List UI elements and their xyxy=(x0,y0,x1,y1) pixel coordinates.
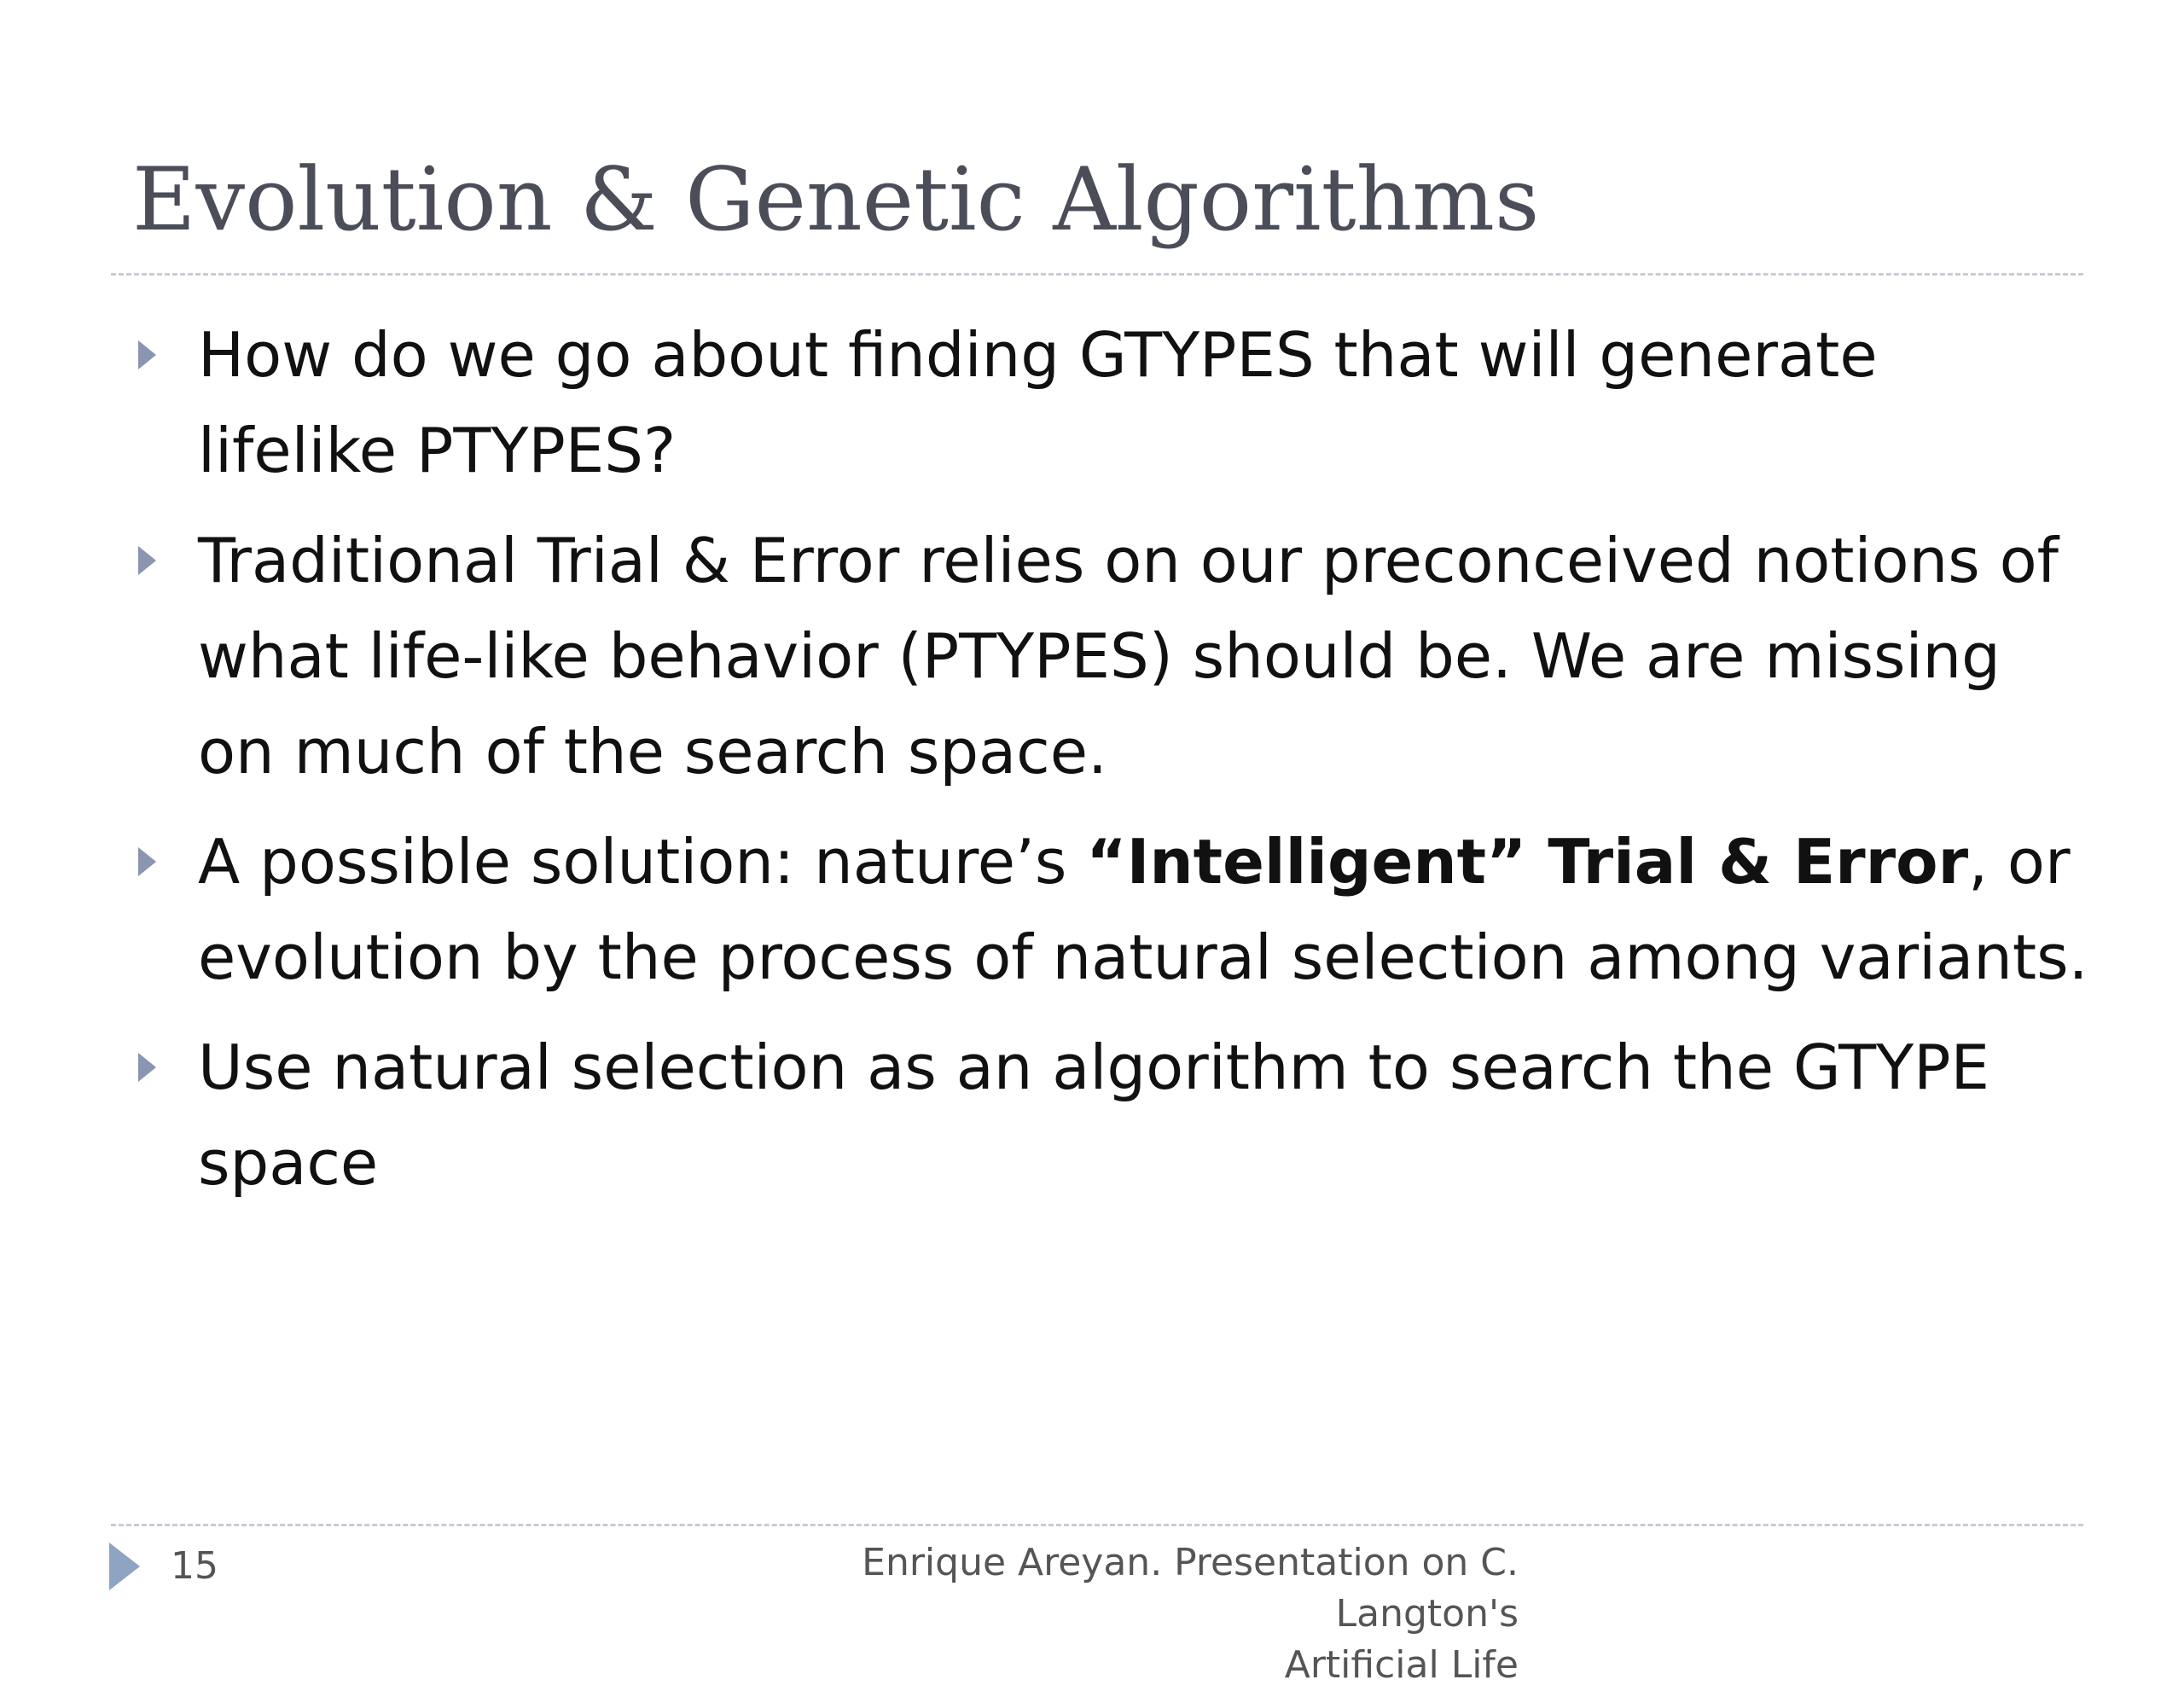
footer-caption-line1: Enrique Areyan. Presentation on C. Langton's xyxy=(862,1541,1519,1636)
bullet-arrow-icon xyxy=(138,847,156,876)
bullet-item xyxy=(128,513,2090,799)
bullet-item xyxy=(128,1020,2090,1211)
bullet-arrow-icon xyxy=(138,546,156,575)
bullet-list xyxy=(128,307,2090,1225)
slide-title: Evolution & Genetic Algorithms xyxy=(132,149,1540,251)
footer-divider xyxy=(111,1524,2083,1526)
bullet-item xyxy=(128,814,2090,1005)
footer-caption-line2: Artificial Life xyxy=(1284,1643,1519,1687)
bullet-text: How do we go about finding GTYPES that will generate lifelike PTYPES? xyxy=(198,319,1878,486)
bullet-item xyxy=(128,307,2090,498)
bullet-arrow-icon xyxy=(138,1053,156,1082)
bullet-arrow-icon xyxy=(138,340,156,369)
bullet-text-suffix: , or evolution by the process of natural selection among variants. xyxy=(198,826,2088,993)
bullet-text: Use natural selection as an algorithm to search the GTYPE space xyxy=(198,1031,1990,1199)
title-divider xyxy=(111,273,2083,276)
page-number: 15 xyxy=(171,1544,218,1588)
footer-caption xyxy=(734,1537,1519,1691)
bullet-text: Traditional Trial & Error relies on our preconceived notions of what life-like behavior (PTYPES) should be. We are missing on much of the search space. xyxy=(198,525,2059,787)
bullet-text xyxy=(198,826,2088,993)
footer-arrow-icon xyxy=(109,1543,140,1590)
bullet-text-prefix: A possible solution: nature’s xyxy=(198,826,1087,898)
bullet-text-emphasis: “Intelligent” Trial & Error xyxy=(1086,826,1969,898)
